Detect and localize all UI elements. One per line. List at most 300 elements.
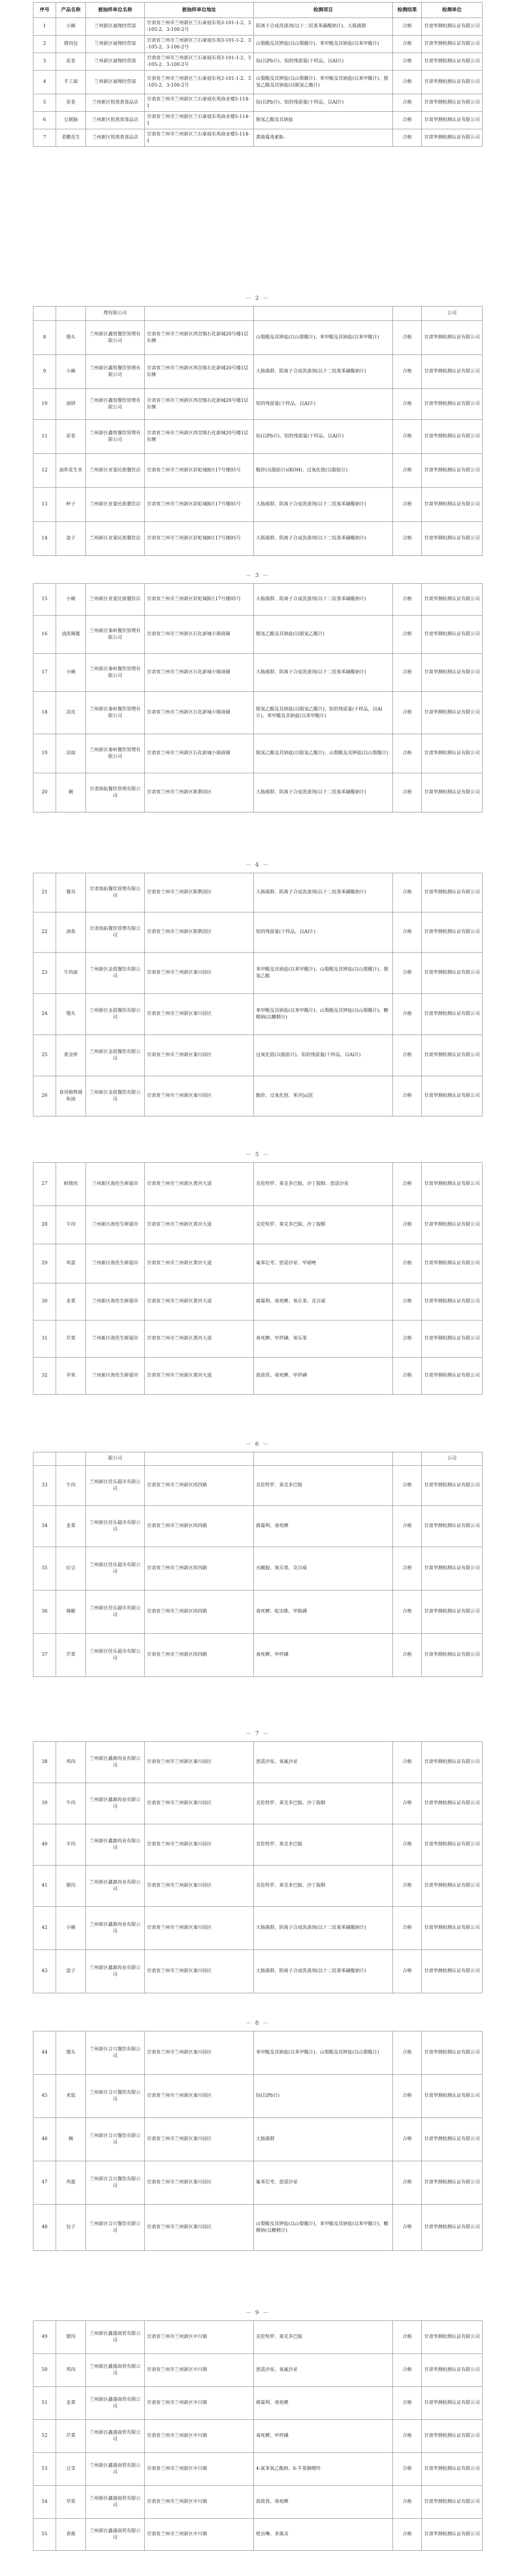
cell-sample: 豇豆: [56, 1547, 86, 1590]
cell-unit: 兰州新区海佳生鲜超市: [86, 1244, 145, 1283]
cell-sample: 猪肉: [56, 2321, 86, 2354]
cell-result: 合格: [393, 1506, 422, 1547]
cell-item: 铝的残留量(干样品，以Al计): [254, 389, 393, 420]
cell-no: 14: [33, 522, 56, 556]
cell-address: 甘肃省兰州市兰州新区兰石豪庭东苑商业楼5-114-1: [145, 94, 254, 112]
cell-org: 甘肃华测检测认证有限公司: [422, 1283, 483, 1320]
header-cell-result: 检测结果: [393, 3, 422, 18]
cell-sample: 小碗: [56, 654, 86, 692]
cell-unit: 理有限公司: [86, 307, 145, 321]
cell-unit: 兰州新区佳乐超市有限公司: [86, 1590, 145, 1634]
cell-item: 毒死蜱、甲拌磷: [254, 1634, 393, 1677]
cell-sample: 韭菜: [56, 1283, 86, 1320]
cell-sample: 鸡蛋: [56, 1244, 86, 1283]
cell-no: 48: [33, 2205, 56, 2251]
cell-address: 甘肃省兰州市兰州新区秦川园区: [145, 994, 254, 1035]
cell-no: 30: [33, 1283, 56, 1320]
cell-no: 21: [33, 873, 56, 912]
cell-unit: 兰州新区金晨餐饮有限公司: [86, 1035, 145, 1076]
cell-org: 甘肃华测检测认证有限公司: [422, 584, 483, 616]
cell-no: 1: [33, 18, 56, 36]
header-cell-org: 检测单位: [422, 3, 483, 18]
cell-org: 公司: [422, 1452, 483, 1466]
cell-address: 甘肃省兰州市兰州新区中川镇: [145, 2354, 254, 2387]
cell-item: 氟苯尼考、恩诺沙星: [254, 2161, 393, 2205]
cell-org: 甘肃华测检测认证有限公司: [422, 734, 483, 773]
cell-address: 甘肃省兰州市兰州新区秦川园区: [145, 1824, 254, 1866]
cell-item: 脱氢乙酸及其钠盐(以脱氢乙酸计)、山梨酸及其钾盐(以山梨酸计): [254, 734, 393, 773]
header-cell-item: 检测项目: [254, 3, 393, 18]
table-row: [33, 2519, 483, 2551]
cell-result: 合格: [393, 1742, 422, 1783]
cell-address: 甘肃省兰州市兰州新区纬四路: [145, 1466, 254, 1506]
table-row: [33, 1547, 483, 1590]
cell-item: 铅(以Pb计)、铝的残留量(干样品，以Al计): [254, 420, 393, 454]
cell-item: 大肠菌群、阴离子合成洗涤剂(以十二烷基苯磺酸钠计): [254, 654, 393, 692]
table-row: [33, 1320, 483, 1358]
cell-unit: 兰州新区福翔经营部: [86, 71, 145, 94]
cell-org: 甘肃华测检测认证有限公司: [422, 616, 483, 654]
cell-org: 甘肃华测检测认证有限公司: [422, 873, 483, 912]
cell-org: 甘肃华测检测认证有限公司: [422, 112, 483, 129]
cell-item: [254, 307, 393, 321]
cell-item: 克伦特罗、莱克多巴胺: [254, 1466, 393, 1506]
table-row: [33, 1506, 483, 1547]
cell-result: 合格: [393, 1866, 422, 1907]
cell-address: 甘肃省兰州市兰州新区石化新城小镇商铺: [145, 654, 254, 692]
cell-sample: 碗: [56, 773, 86, 812]
cell-sample: 油泼辣酱: [56, 616, 86, 654]
cell-unit: 兰州新区鑫悦餐饮管理有限公司: [86, 420, 145, 454]
cell-unit: 兰州新区鑫源肉业有限公司: [86, 1950, 145, 1993]
cell-no: 31: [33, 1320, 56, 1358]
table-row: [33, 1466, 483, 1506]
cell-address: 甘肃省兰州市兰州新区中川镇: [145, 2486, 254, 2519]
cell-address: 甘肃省兰州市兰州新区西岔镇石化新城20号楼1层东侧: [145, 420, 254, 454]
cell-unit: 兰州新区合兴餐饮有限公司: [86, 2031, 145, 2075]
cell-result: 合格: [393, 654, 422, 692]
cell-no: 13: [33, 488, 56, 522]
cell-result: 合格: [393, 1244, 422, 1283]
cell-org: 甘肃华测检测认证有限公司: [422, 2161, 483, 2205]
table-row: [33, 1076, 483, 1116]
cell-item: 恩诺沙星、氧氟沙星: [254, 1742, 393, 1783]
cell-item: [254, 1452, 393, 1466]
cell-no: 39: [33, 1783, 56, 1824]
cell-no: 3: [33, 53, 56, 71]
cell-unit: 兰州新区鑫源肉业有限公司: [86, 1824, 145, 1866]
cell-org: 甘肃华测检测认证有限公司: [422, 692, 483, 734]
table-row: [33, 2161, 483, 2205]
cell-sample: 黄金饼: [56, 1035, 86, 1076]
cell-item: 苯甲酸及其钠盐(以苯甲酸计)、山梨酸及其钾盐(以山梨酸计)、糖精钠(以糖精计): [254, 994, 393, 1035]
cell-address: 甘肃省兰州市兰州新区职教园区: [145, 873, 254, 912]
cell-address: 甘肃省兰州市兰州新区职教园区: [145, 912, 254, 953]
table-row: [33, 420, 483, 454]
cell-no: 9: [33, 355, 56, 389]
cell-unit: 兰州新区合兴餐饮有限公司: [86, 2075, 145, 2118]
cell-org: 甘肃华测检测认证有限公司: [422, 1506, 483, 1547]
cell-org: 甘肃华测检测认证有限公司: [422, 1076, 483, 1116]
table-row: [33, 36, 483, 53]
table-row: [33, 873, 483, 912]
cell-item: 脱氢乙酸及其钠盐(以脱氢乙酸计)、铝的残留量(干样品，以Al计)、苯甲酸及其钠盐(以苯甲酸计): [254, 692, 393, 734]
cell-unit: 兰州新区亚蒙民族餐饮店: [86, 488, 145, 522]
cell-unit: 兰州新区秦岭餐饮管理有限公司: [86, 692, 145, 734]
cell-address: 甘肃省兰州市兰州新区石化新城小镇商铺: [145, 616, 254, 654]
page-number: － 7 －: [246, 1730, 269, 1737]
table-row: [33, 488, 483, 522]
cell-unit: 甘肃海拓餐饮管理有限公司: [86, 773, 145, 812]
cell-sample: 花卷: [56, 53, 86, 71]
cell-unit: 兰州新区亚蒙民族餐饮店: [86, 584, 145, 616]
cell-unit: 兰州新区福翔经营部: [86, 53, 145, 71]
cell-sample: 油饼: [56, 389, 86, 420]
cell-item: 毒死蜱、甲拌磷、氧乐果: [254, 1320, 393, 1358]
cell-result: 合格: [393, 420, 422, 454]
table-row: [33, 389, 483, 420]
cell-item: 敌敌畏、毒死蜱、甲拌磷: [254, 1358, 393, 1395]
header-cell-sample: 产品名称: [56, 3, 86, 18]
cell-no: 25: [33, 1035, 56, 1076]
page-number: － 2 －: [246, 295, 269, 301]
cell-item: 酸价(以脂肪计)(KOH)、过氧化值(以脂肪计): [254, 454, 393, 488]
cell-address: 甘肃省兰州市兰州新区兰石豪庭东苑商业楼5-114-1: [145, 129, 254, 147]
cell-item: 脱氢乙酸及其钠盐(以脱氢乙酸计): [254, 616, 393, 654]
cell-result: 合格: [393, 2205, 422, 2251]
cell-result: 合格: [393, 2161, 422, 2205]
cell-sample: 鸡肉: [56, 2354, 86, 2387]
cell-org: 甘肃华测检测认证有限公司: [422, 2321, 483, 2354]
cell-result: 合格: [393, 2453, 422, 2486]
cell-unit: 兰州新区悦蒸蒸食品店: [86, 112, 145, 129]
cell-no: 33: [33, 1466, 56, 1506]
cell-result: 合格: [393, 2354, 422, 2387]
cell-no: 11: [33, 420, 56, 454]
cell-address: 甘肃省兰州市兰州新区石化新城小镇商铺: [145, 734, 254, 773]
cell-no: 44: [33, 2031, 56, 2075]
cell-result: 合格: [393, 355, 422, 389]
cell-org: 甘肃华测检测认证有限公司: [422, 1907, 483, 1950]
cell-sample: 馒头: [56, 321, 86, 355]
cell-org: 甘肃华测检测认证有限公司: [422, 773, 483, 812]
cell-sample: 香蕉: [56, 2519, 86, 2551]
cell-org: 甘肃华测检测认证有限公司: [422, 1547, 483, 1590]
cell-unit: 甘肃海拓餐饮管理有限公司: [86, 873, 145, 912]
cell-no: 51: [33, 2387, 56, 2420]
cell-address: 甘肃省兰州市兰州新区秦川园区: [145, 1742, 254, 1783]
table-row: [33, 307, 483, 321]
cell-org: 甘肃华测检测认证有限公司: [422, 1634, 483, 1677]
cell-sample: 包子: [56, 2205, 86, 2251]
cell-sample: 油条: [56, 912, 86, 953]
cell-address: 甘肃省兰州市兰州新区纬四路: [145, 1547, 254, 1590]
cell-address: 甘肃省兰州市兰州新区西岔镇石化新城20号楼1层东侧: [145, 355, 254, 389]
cell-org: 甘肃华测检测认证有限公司: [422, 1163, 483, 1206]
cell-result: 合格: [393, 1466, 422, 1506]
cell-address: 甘肃省兰州市兰州新区秦川园区: [145, 1035, 254, 1076]
page-number: － 6 －: [246, 1440, 269, 1447]
cell-sample: 猪肉: [56, 1866, 86, 1907]
cell-result: 合格: [393, 1547, 422, 1590]
inspection-table: [33, 873, 483, 1116]
cell-sample: 馒头: [56, 2031, 86, 2075]
cell-org: 甘肃华测检测认证有限公司: [422, 488, 483, 522]
cell-sample: 豆腐脑: [56, 112, 86, 129]
cell-item: 克伦特罗、莱克多巴胺、沙丁胺醇、恩诺沙星: [254, 1163, 393, 1206]
cell-org: 甘肃华测检测认证有限公司: [422, 1320, 483, 1358]
cell-sample: 馒头: [56, 994, 86, 1035]
cell-org: 甘肃华测检测认证有限公司: [422, 2118, 483, 2161]
cell-org: 甘肃华测检测认证有限公司: [422, 2354, 483, 2387]
cell-address: [145, 307, 254, 321]
cell-address: 甘肃省兰州市兰州新区西岔镇石化新城20号楼1层东侧: [145, 389, 254, 420]
cell-sample: 鲜猪肉: [56, 1163, 86, 1206]
cell-no: 19: [33, 734, 56, 773]
cell-result: 合格: [393, 53, 422, 71]
cell-address: 甘肃省兰州市兰州新区兰石豪庭东苑3-101-1-2、3-105-2、3-100-2号: [145, 71, 254, 94]
cell-item: 山梨酸及其钾盐(以山梨酸计)、苯甲酸及其钠盐(以苯甲酸计)、糖精钠(以糖精计): [254, 2205, 393, 2251]
table-row: [33, 616, 483, 654]
cell-item: 酸价、过氧化值、苯并[a]芘: [254, 1076, 393, 1116]
cell-item: 铅(以Pb计): [254, 2075, 393, 2118]
cell-item: 大肠菌群、阴离子合成洗涤剂(以十二烷基苯磺酸钠计): [254, 773, 393, 812]
cell-org: 甘肃华测检测认证有限公司: [422, 1824, 483, 1866]
cell-result: 合格: [393, 1634, 422, 1677]
cell-sample: 牛肉面: [56, 953, 86, 994]
table-row: [33, 1590, 483, 1634]
cell-address: 甘肃省兰州市兰州新区中川镇: [145, 2387, 254, 2420]
page-number: － 3 －: [246, 572, 269, 579]
cell-result: 合格: [393, 454, 422, 488]
cell-unit: 兰州新区鑫悦餐饮管理有限公司: [86, 389, 145, 420]
cell-result: 合格: [393, 36, 422, 53]
table-row: [33, 734, 483, 773]
cell-item: 大肠菌群、阴离子合成洗涤剂(以十二烷基苯磺酸钠计): [254, 1950, 393, 1993]
page-number: － 9 －: [246, 2309, 269, 2316]
cell-address: 甘肃省兰州市兰州新区纬四路: [145, 1634, 254, 1677]
table-row: [33, 2075, 483, 2118]
cell-sample: 鸡肉: [56, 1742, 86, 1783]
cell-unit: 兰州新区福翔经营部: [86, 18, 145, 36]
cell-no: 6: [33, 112, 56, 129]
cell-org: 甘肃华测检测认证有限公司: [422, 2205, 483, 2251]
cell-item: 铅(以Pb计)、铝的残留量(干样品，以Al计): [254, 53, 393, 71]
cell-address: 甘肃省兰州市兰州新区兰石豪庭东苑3-101-1-2、3-105-2、3-100-2号: [145, 36, 254, 53]
inspection-table: [33, 1741, 483, 1993]
table-row: [33, 71, 483, 94]
cell-org: 甘肃华测检测认证有限公司: [422, 1035, 483, 1076]
cell-unit: 兰州新区海佳生鲜超市: [86, 1358, 145, 1395]
cell-unit: 兰州新区亚蒙民族餐饮店: [86, 454, 145, 488]
cell-address: 甘肃省兰州市兰州新区黄河大道: [145, 1163, 254, 1206]
cell-no: 38: [33, 1742, 56, 1783]
header-cell-no: 序号: [33, 3, 56, 18]
table-row: [33, 53, 483, 71]
cell-org: 甘肃华测检测认证有限公司: [422, 1950, 483, 1993]
cell-result: 合格: [393, 1358, 422, 1395]
table-row: [33, 2354, 483, 2387]
cell-sample: 食用植物调和油: [56, 1076, 86, 1116]
cell-unit: 兰州新区鑫源肉业有限公司: [86, 1907, 145, 1950]
cell-no: 15: [33, 584, 56, 616]
cell-item: 腐霉利、毒死蜱: [254, 1506, 393, 1547]
cell-org: 甘肃华测检测认证有限公司: [422, 129, 483, 147]
cell-item: 腐霉利、毒死蜱、氧乐果、克百威: [254, 1283, 393, 1320]
cell-item: 敌敌畏、毒死蜱: [254, 2486, 393, 2519]
table-row: [33, 1283, 483, 1320]
cell-result: 合格: [393, 1783, 422, 1824]
cell-unit: 兰州新区鑫悦餐饮管理有限公司: [86, 355, 145, 389]
cell-unit: 兰州新区合兴餐饮有限公司: [86, 2118, 145, 2161]
table-row: [33, 2453, 483, 2486]
table-row: [33, 522, 483, 556]
cell-item: 苯甲酸及其钠盐(以苯甲酸计)、山梨酸及其钾盐(以山梨酸计): [254, 2031, 393, 2075]
cell-sample: 辣椒: [56, 1590, 86, 1634]
cell-unit: 兰州新区鑫源肉业有限公司: [86, 1866, 145, 1907]
cell-result: 合格: [393, 734, 422, 773]
cell-sample: 小碗: [56, 1907, 86, 1950]
table-row: [33, 953, 483, 994]
cell-item: 腐霉利、毒死蜱: [254, 2387, 393, 2420]
cell-sample: 手工面: [56, 71, 86, 94]
cell-item: 氟苯尼考、恩诺沙星、甲硝唑: [254, 1244, 393, 1283]
table-row: [33, 1783, 483, 1824]
cell-result: 合格: [393, 2420, 422, 2453]
cell-address: 甘肃省兰州市兰州新区纬四路: [145, 1590, 254, 1634]
cell-item: 山梨酸及其钾盐(以山梨酸计)、苯甲酸及其钠盐(以苯甲酸计): [254, 321, 393, 355]
cell-no: 7: [33, 129, 56, 147]
table-row: [33, 584, 483, 616]
cell-org: 甘肃华测检测认证有限公司: [422, 953, 483, 994]
cell-result: 合格: [393, 522, 422, 556]
cell-address: 甘肃省兰州市兰州新区石化新城小镇商铺: [145, 692, 254, 734]
cell-result: [393, 307, 422, 321]
cell-org: 甘肃华测检测认证有限公司: [422, 1206, 483, 1244]
cell-result: 合格: [393, 773, 422, 812]
cell-result: 合格: [393, 1076, 422, 1116]
cell-unit: 兰州新区佳乐超市有限公司: [86, 1466, 145, 1506]
cell-org: 甘肃华测检测认证有限公司: [422, 94, 483, 112]
cell-result: 合格: [393, 129, 422, 147]
cell-no: 52: [33, 2420, 56, 2453]
cell-sample: 猪肉包: [56, 36, 86, 53]
cell-unit: 兰州新区鑫盛商贸有限公司: [86, 2387, 145, 2420]
cell-unit: 兰州新区佳乐超市有限公司: [86, 1547, 145, 1590]
cell-org: 甘肃华测检测认证有限公司: [422, 454, 483, 488]
cell-unit: 兰州新区海佳生鲜超市: [86, 1283, 145, 1320]
cell-result: 合格: [393, 1283, 422, 1320]
cell-org: 甘肃华测检测认证有限公司: [422, 1783, 483, 1824]
cell-item: 脱氢乙酸及其钠盐: [254, 112, 393, 129]
cell-unit: 兰州新区秦岭餐饮管理有限公司: [86, 734, 145, 773]
cell-unit: 兰州新区鑫盛商贸有限公司: [86, 2354, 145, 2387]
cell-sample: 牛肉: [56, 1783, 86, 1824]
cell-address: 甘肃省兰州市兰州新区黄河大道: [145, 1358, 254, 1395]
cell-unit: 兰州新区鑫盛商贸有限公司: [86, 2420, 145, 2453]
cell-result: 合格: [393, 1035, 422, 1076]
cell-org: 甘肃华测检测认证有限公司: [422, 522, 483, 556]
cell-item: 大肠菌群、阴离子合成洗涤剂(以十二烷基苯磺酸钠计): [254, 522, 393, 556]
cell-unit: 兰州新区鑫源肉业有限公司: [86, 1742, 145, 1783]
table-header-row: [33, 3, 483, 18]
cell-no: [33, 1452, 56, 1466]
cell-org: 甘肃华测检测认证有限公司: [422, 321, 483, 355]
cell-no: 50: [33, 2354, 56, 2387]
cell-item: 大肠菌群、阴离子合成洗涤剂(以十二烷基苯磺酸钠计): [254, 873, 393, 912]
cell-address: 甘肃省兰州市兰州新区秦川园区: [145, 1950, 254, 1993]
cell-result: 合格: [393, 953, 422, 994]
cell-address: 甘肃省兰州市兰州新区中川镇: [145, 2519, 254, 2551]
cell-item: 恩诺沙星、氧氟沙星: [254, 2354, 393, 2387]
table-row: [33, 1206, 483, 1244]
cell-result: 合格: [393, 873, 422, 912]
cell-sample: 鸡蛋: [56, 2161, 86, 2205]
page-number: － 8 －: [246, 2020, 269, 2026]
cell-no: 32: [33, 1358, 56, 1395]
cell-address: 甘肃省兰州市兰州新区秦川园区: [145, 2075, 254, 2118]
cell-unit: 限公司: [86, 1452, 145, 1466]
cell-item: 铅(以Pb计)、铝的残留量(干样品，以Al计): [254, 94, 393, 112]
cell-no: 12: [33, 454, 56, 488]
cell-sample: [56, 1452, 86, 1466]
cell-no: 17: [33, 654, 56, 692]
table-row: [33, 1824, 483, 1866]
cell-org: 甘肃华测检测认证有限公司: [422, 355, 483, 389]
cell-item: 克伦特罗、莱克多巴胺、沙丁胺醇: [254, 1783, 393, 1824]
cell-address: 甘肃省兰州市兰州新区中川镇: [145, 2420, 254, 2453]
cell-sample: 牛肉: [56, 1466, 86, 1506]
cell-no: 37: [33, 1634, 56, 1677]
cell-result: 合格: [393, 2031, 422, 2075]
table-row: [33, 1866, 483, 1907]
cell-no: 5: [33, 94, 56, 112]
cell-address: 甘肃省兰州市兰州新区黄河大道: [145, 1244, 254, 1283]
cell-result: 合格: [393, 1824, 422, 1866]
cell-no: 26: [33, 1076, 56, 1116]
cell-no: 18: [33, 692, 56, 734]
table-row: [33, 1358, 483, 1395]
cell-address: 甘肃省兰州市兰州新区中川镇: [145, 2453, 254, 2486]
cell-item: 克伦特罗、莱克多巴胺: [254, 2321, 393, 2354]
inspection-table: [33, 583, 483, 812]
cell-org: 甘肃华测检测认证有限公司: [422, 1866, 483, 1907]
cell-result: 合格: [393, 321, 422, 355]
cell-sample: 小碗: [56, 355, 86, 389]
table-row: [33, 18, 483, 36]
cell-no: 28: [33, 1206, 56, 1244]
cell-no: 29: [33, 1244, 56, 1283]
cell-sample: 老醋花生: [56, 129, 86, 147]
cell-unit: 兰州新区悦蒸蒸食品店: [86, 129, 145, 147]
table-row: [33, 321, 483, 355]
inspection-table: [33, 306, 483, 556]
table-row: [33, 2321, 483, 2354]
cell-no: 8: [33, 321, 56, 355]
cell-no: 46: [33, 2118, 56, 2161]
cell-unit: 兰州新区亚蒙民族餐饮店: [86, 522, 145, 556]
table-row: [33, 454, 483, 488]
cell-result: 合格: [393, 2486, 422, 2519]
cell-item: 毒死蜱、啶虫脒、甲胺磷: [254, 1590, 393, 1634]
cell-no: 54: [33, 2486, 56, 2519]
cell-result: 合格: [393, 2519, 422, 2551]
cell-sample: 凉面: [56, 734, 86, 773]
cell-sample: 芹菜: [56, 1320, 86, 1358]
cell-unit: 兰州新区金晨餐饮有限公司: [86, 953, 145, 994]
cell-no: 35: [33, 1547, 56, 1590]
cell-org: 甘肃华测检测认证有限公司: [422, 1466, 483, 1506]
